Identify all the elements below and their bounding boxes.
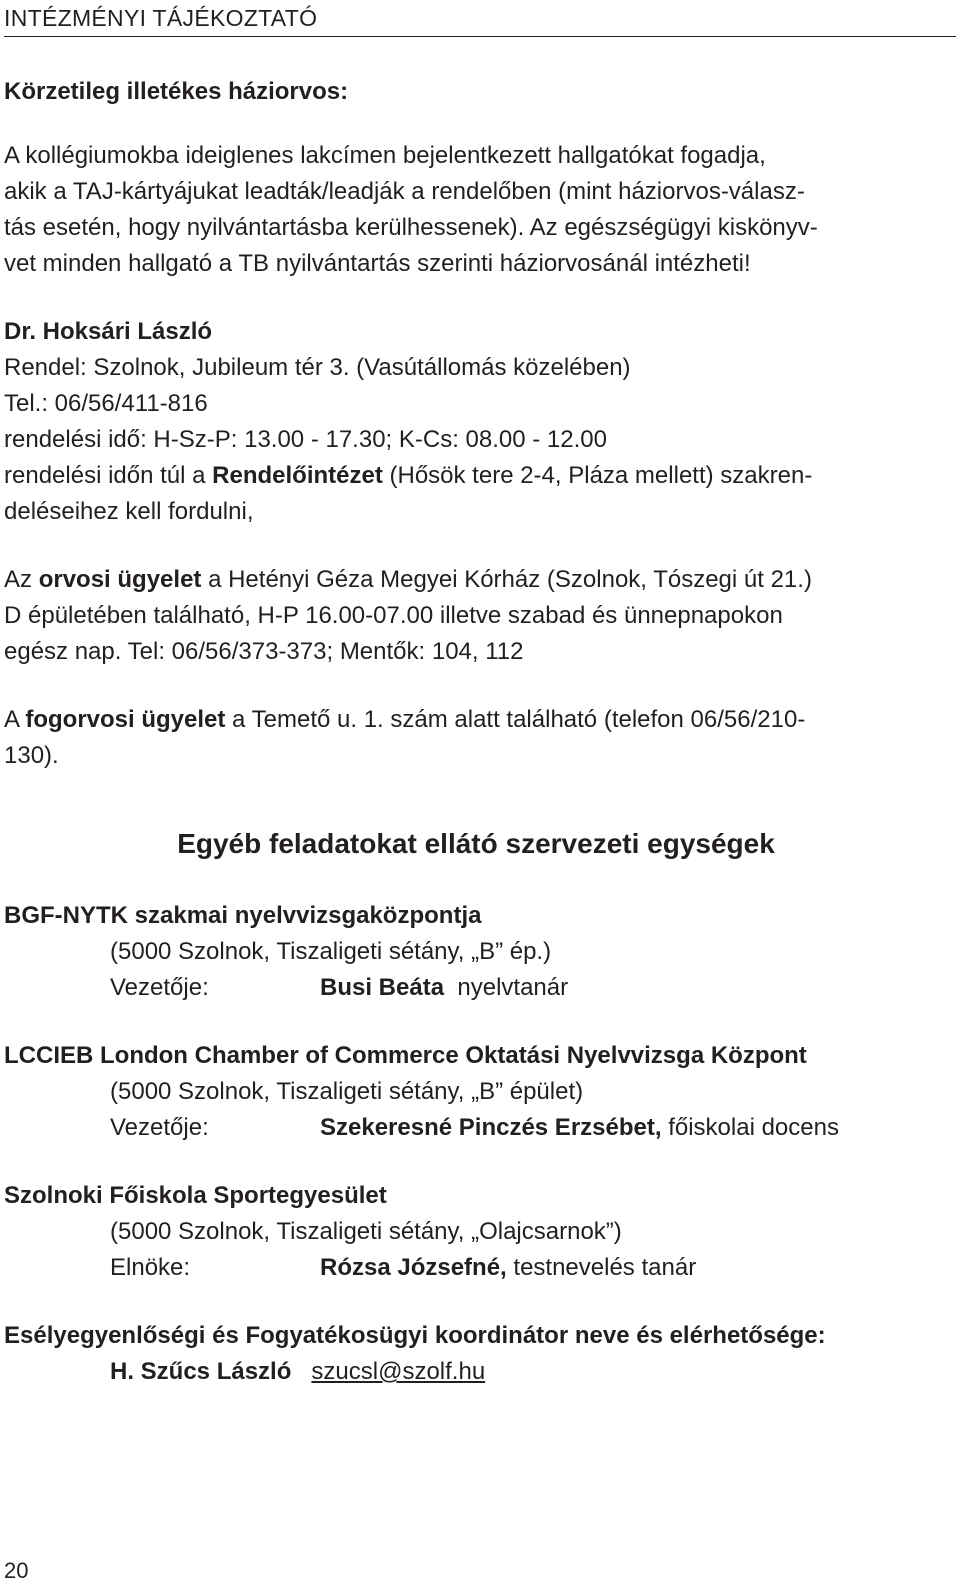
- after-hours-line2: deléseihez kell fordulni,: [4, 498, 254, 525]
- running-header: [4, 2, 956, 37]
- duty-label: orvosi ügyelet: [38, 566, 202, 593]
- doctor-intro: [4, 138, 948, 282]
- person-name: Rózsa Józsefné,: [320, 1254, 507, 1281]
- organization-name: Szolnoki Főiskola Sportegyesület: [4, 1182, 387, 1209]
- organization-block: [4, 1038, 948, 1146]
- after-hours-line: rendelési időn túl a Rendelőintézet (Hősök tere 2-4, Pláza mellett) szakren-: [4, 462, 813, 489]
- role-label: Vezetője:: [110, 974, 209, 1001]
- duty-line2: D épületében található, H-P 16.00-07.00 illetve szabad és ünnepnapokon: [4, 602, 783, 629]
- duty-line3: egész nap. Tel: 06/56/373-373; Mentők: 104, 112: [4, 638, 524, 665]
- coordinator-block: [4, 1318, 948, 1390]
- person-name: Busi Beáta: [320, 974, 445, 1001]
- organization-address: (5000 Szolnok, Tiszaligeti sétány, „Olajcsarnok”): [110, 1218, 622, 1245]
- page-content: [4, 74, 948, 1390]
- intro-line: A kollégiumokba ideiglenes lakcímen bejelentkezett hallgatókat fogadja,: [4, 142, 766, 169]
- header-title: INTÉZMÉNYI TÁJÉKOZTATÓ: [4, 5, 318, 31]
- coordinator-name: H. Szűcs László: [110, 1358, 292, 1385]
- doctor-section-heading: Körzetileg illetékes háziorvos:: [4, 78, 349, 105]
- organization-name: BGF-NYTK szakmai nyelvvizsgaközpontja: [4, 902, 482, 929]
- organization-block: [4, 1178, 948, 1286]
- person-title: testnevelés tanár: [506, 1254, 697, 1281]
- dental-label: fogorvosi ügyelet: [25, 706, 226, 733]
- person-title: nyelvtanár: [444, 974, 569, 1001]
- dental-line: A fogorvosi ügyelet a Temető u. 1. szám alatt található (telefon 06/56/210-: [4, 706, 806, 733]
- coordinator-heading: Esélyegyenlőségi és Fogyatékosügyi koordinátor neve és elérhetősége:: [4, 1322, 826, 1349]
- organization-role-row: [4, 1250, 948, 1286]
- intro-line: tás esetén, hogy nyilvántartásba kerülhessenek). Az egészségügyi kiskönyv-: [4, 214, 818, 241]
- organization-address: (5000 Szolnok, Tiszaligeti sétány, „B” ép.): [110, 938, 552, 965]
- units-title: Egyéb feladatokat ellátó szervezeti egységek: [177, 828, 775, 859]
- organization-name: LCCIEB London Chamber of Commerce Oktatási Nyelvvizsga Központ: [4, 1042, 807, 1069]
- clinic-name: Rendelőintézet: [212, 462, 383, 489]
- organization-block: [4, 898, 948, 1006]
- person-name: Szekeresné Pinczés Erzsébet,: [320, 1114, 662, 1141]
- person-title: főiskolai docens: [661, 1114, 839, 1141]
- intro-line: vet minden hallgató a TB nyilvántartás szerinti háziorvosánál intézheti!: [4, 250, 751, 277]
- organization-role-row: [4, 1110, 948, 1146]
- page-number: 20: [4, 1558, 29, 1583]
- dental-line2: 130).: [4, 742, 59, 769]
- doctor-phone: Tel.: 06/56/411-816: [4, 390, 208, 417]
- doctor-section: [4, 74, 948, 774]
- role-label: Vezetője:: [110, 1114, 209, 1141]
- duty-line: Az orvosi ügyelet a Hetényi Géza Megyei Kórház (Szolnok, Tószegi út 21.): [4, 566, 812, 593]
- coordinator-email-link[interactable]: szucsl@szolf.hu: [311, 1358, 486, 1385]
- doctor-name: Dr. Hoksári László: [4, 318, 213, 345]
- coordinator-contact: [4, 1354, 948, 1390]
- organization-role-row: [4, 970, 948, 1006]
- role-label: Elnöke:: [110, 1254, 191, 1281]
- doctor-hours: rendelési idő: H-Sz-P: 13.00 - 17.30; K-Cs: 08.00 - 12.00: [4, 426, 607, 453]
- intro-line: akik a TAJ-kártyájukat leadták/leadják a rendelőben (mint háziorvos-válasz-: [4, 178, 805, 205]
- doctor-address: Rendel: Szolnok, Jubileum tér 3. (Vasútállomás közelében): [4, 354, 631, 381]
- organization-address: (5000 Szolnok, Tiszaligeti sétány, „B” épület): [110, 1078, 584, 1105]
